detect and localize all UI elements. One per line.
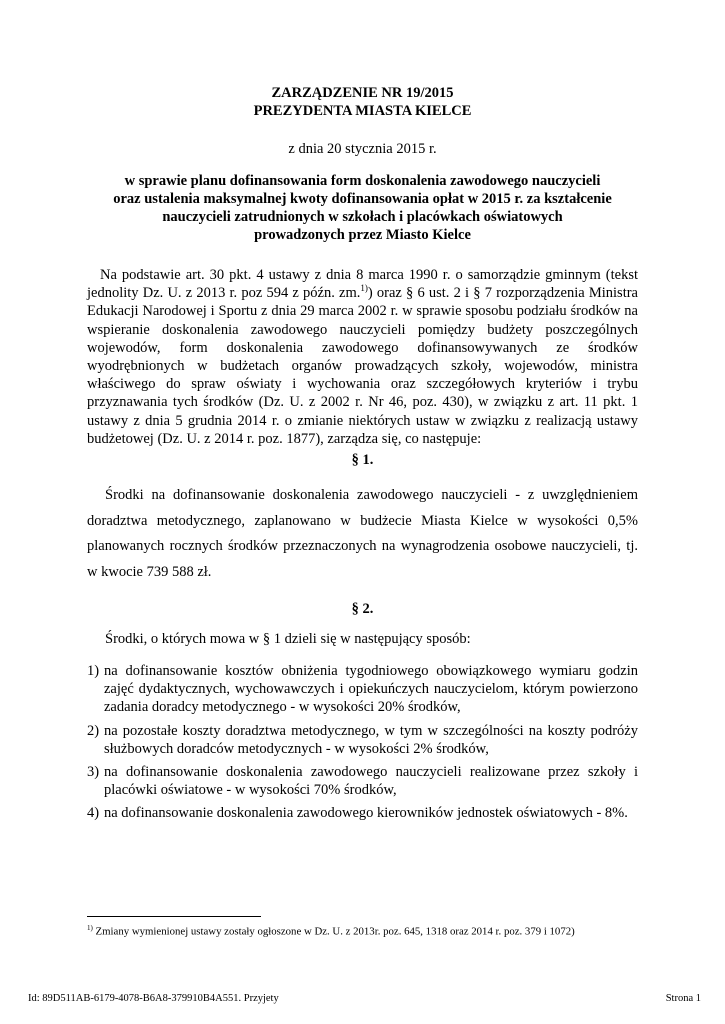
list-item <box>87 662 638 717</box>
list-item <box>87 722 638 758</box>
section-1-paragraph: Środki na dofinansowanie doskonalenia zawodowego nauczycieli - z uwzględnieniem doradztwa metodycznego, zaplanowano w budżecie Miasta Kielce w wysokości 0,5% planowanych rocznych środków przeznaczonych na wynagrodzenia osobowe nauczycieli, tj. w kwocie 739 588 zł. <box>87 487 638 580</box>
page-number: Strona 1 <box>665 993 701 1004</box>
document-id: Id: 89D511AB-6179-4078-B6A8-379910B4A551. Przyjety <box>28 993 279 1004</box>
list-item-number: 1) <box>87 663 100 679</box>
list-item-number: 4) <box>87 805 100 822</box>
section-1-heading: § 1. <box>351 452 374 468</box>
footnote-separator <box>87 916 261 917</box>
allocation-list <box>87 662 638 828</box>
subject-line-1: w sprawie planu dofinansowania form doskonalenia zawodowego nauczycieli <box>124 173 601 189</box>
list-item-text: na dofinansowanie doskonalenia zawodowego nauczycieli realizowane przez szkoły i placówki oświatowe - w wysokości 70% środków, <box>104 764 638 799</box>
title-line-2: PREZYDENTA MIASTA KIELCE <box>253 103 472 119</box>
preamble-text-1: Na podstawie art. 30 pkt. 4 ustawy z dnia 8 marca 1990 r. o samorządzie gminnym (tekst jednolity Dz. U. z 2013 r. poz 594 z późn. zm. <box>87 267 638 302</box>
list-item-text: na dofinansowanie kosztów obniżenia tygodniowego obowiązkowego wymiaru godzin zajęć dydaktycznych, wychowawczych i opiekuńczych nauczycielom, którym powierzono zadania doradcy metodycznego - w wysokości 20% środków, <box>104 663 638 716</box>
document-subject <box>0 172 725 244</box>
section-2-intro: Środki, o których mowa w § 1 dzieli się w następujący sposób: <box>105 631 471 647</box>
subject-line-3: nauczycieli zatrudnionych w szkołach i placówkach oświatowych <box>162 209 563 225</box>
section-2-heading: § 2. <box>351 601 374 617</box>
subject-line-4: prowadzonych przez Miasto Kielce <box>254 227 471 243</box>
list-item-text: na dofinansowanie doskonalenia zawodowego kierowników jednostek oświatowych - 8%. <box>104 805 628 822</box>
list-item-number: 2) <box>87 722 100 739</box>
list-item-text: na pozostałe koszty doradztwa metodycznego, w tym w szczególności na koszty podróży służbowych doradców metodycznych - w wysokości 2% środków, <box>104 722 638 757</box>
subject-line-2: oraz ustalenia maksymalnej kwoty dofinansowania opłat w 2015 r. za kształcenie <box>113 191 612 207</box>
footnote <box>87 924 575 938</box>
document-title <box>0 84 725 120</box>
footnote-marker: 1) <box>87 924 93 932</box>
list-item-number: 3) <box>87 764 100 781</box>
footnote-reference: 1) <box>360 283 368 294</box>
list-item <box>87 763 638 799</box>
footnote-text: Zmiany wymienionej ustawy zostały ogłoszone w Dz. U. z 2013r. poz. 645, 1318 oraz 2014 r. poz. 379 i 1072) <box>92 925 575 938</box>
preamble-text-2: ) oraz § 6 ust. 2 i § 7 rozporządzenia Ministra Edukacji Narodowej i Sportu z dnia 29 marca 2002 r. w sprawie sposobu podziału środków na wspieranie doskonalenia zawodowego nauczycieli pomiędzy budżety poszczególnych wojewodów, form doskonalenia zawodowego dofinansowywanych ze środków wyodrębnionych w budżetach organów prowadzących szkoły, wojewodów, ministra właściwego do spraw oświaty i wychowania oraz szczegółowych kryteriów i trybu przyznawania tych środków (Dz. U. z 2002 r. Nr 46, poz. 430), w związku z art. 11 pkt. 1 ustawy z dnia 5 grudnia 2014 r. o zmianie niektórych ustaw w związku z realizacją ustawy budżetowej (Dz. U. z 2014 r. poz. 1877), zarządza się, co następuje: <box>87 285 638 447</box>
document-date: z dnia 20 stycznia 2015 r. <box>288 141 437 157</box>
preamble-paragraph <box>87 266 638 448</box>
list-item <box>87 804 638 822</box>
title-line-1: ZARZĄDZENIE NR 19/2015 <box>271 85 454 101</box>
